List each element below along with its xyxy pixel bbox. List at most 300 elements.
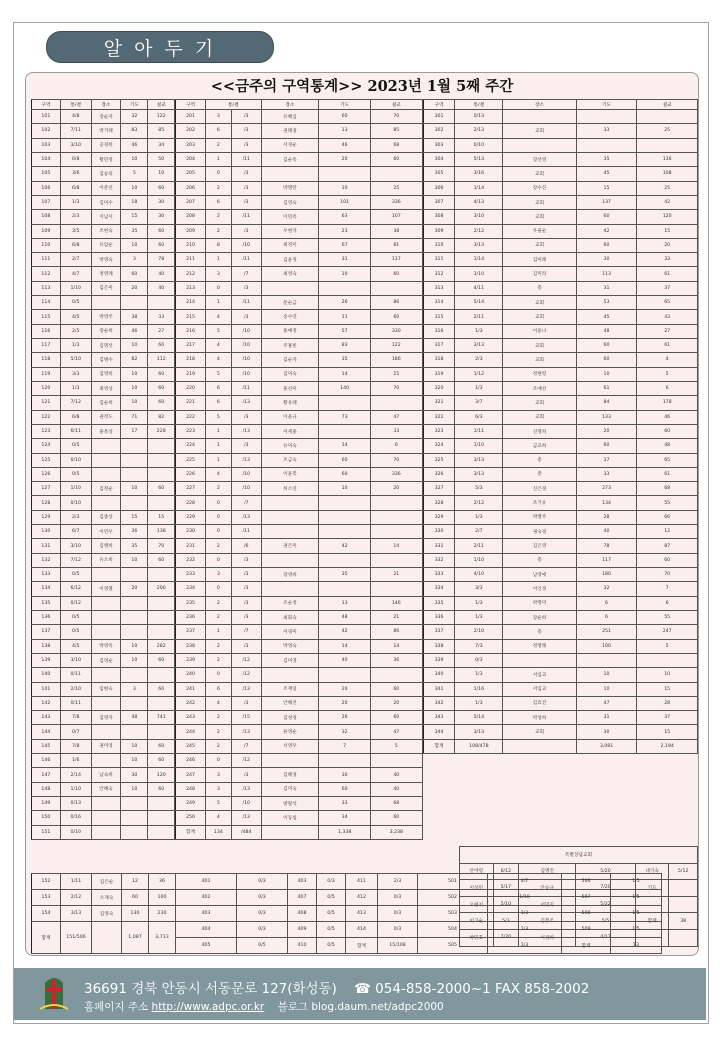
table-cell: 33 bbox=[576, 124, 637, 138]
table-cell: 6/12 bbox=[60, 582, 91, 596]
table-cell: 6 bbox=[576, 596, 637, 610]
table-cell: /12 bbox=[231, 653, 261, 667]
table-cell bbox=[503, 110, 577, 124]
table-cell: 안혜진 bbox=[261, 696, 319, 710]
table-cell: 구역 bbox=[423, 100, 455, 110]
table-row bbox=[423, 696, 697, 710]
table-cell: 1/10 bbox=[455, 553, 503, 567]
table-cell bbox=[121, 610, 148, 624]
table-cell: 통/결 bbox=[60, 100, 91, 110]
table-cell: 129 bbox=[32, 510, 61, 524]
table-row bbox=[176, 424, 423, 438]
table-cell bbox=[91, 596, 121, 610]
table-cell: 118 bbox=[32, 353, 61, 367]
table-cell: 14 bbox=[319, 439, 371, 453]
table-cell: 221 bbox=[176, 396, 206, 410]
table-cell: 2/5 bbox=[60, 324, 91, 338]
table-cell bbox=[261, 553, 319, 567]
table-cell: 4 bbox=[205, 467, 231, 481]
table-row bbox=[176, 754, 423, 768]
table-cell: /11 bbox=[231, 152, 261, 166]
table-cell bbox=[91, 825, 121, 839]
table-cell: 100 bbox=[149, 890, 176, 906]
table-cell: 60 bbox=[121, 267, 148, 281]
table-cell: 503 bbox=[418, 906, 488, 922]
table-cell bbox=[91, 439, 121, 453]
table-cell: 333 bbox=[423, 568, 455, 582]
table-cell: 6/8 bbox=[60, 181, 91, 195]
table-cell: 1/3 bbox=[455, 381, 503, 395]
table-row bbox=[32, 582, 175, 596]
table-row bbox=[32, 496, 175, 510]
table-cell: /484 bbox=[231, 825, 261, 839]
table-cell: 60 bbox=[148, 339, 175, 353]
table-cell: 133 bbox=[576, 410, 637, 424]
table-row bbox=[176, 381, 423, 395]
table-cell: 47 bbox=[576, 696, 637, 710]
table-row bbox=[32, 610, 175, 624]
homepage-link[interactable]: http://www.adpc.or.kr bbox=[151, 1001, 265, 1013]
table-cell: 김순자 bbox=[261, 353, 319, 367]
table-cell: 4/12 bbox=[576, 929, 636, 946]
table-cell: 0/5 bbox=[60, 467, 91, 481]
table-cell: 2/14 bbox=[60, 768, 91, 782]
section-title-pill: 알 아 두 기 bbox=[46, 31, 274, 63]
table-cell: 김종상 bbox=[91, 510, 121, 524]
table-cell: 3 bbox=[205, 782, 231, 796]
table-cell: 0/5 bbox=[317, 890, 346, 906]
table-cell: 장순희 bbox=[503, 610, 577, 624]
table-cell: 308 bbox=[423, 210, 455, 224]
table-cell: 124 bbox=[32, 439, 61, 453]
table-row bbox=[423, 639, 697, 653]
table-cell: 60 bbox=[576, 439, 637, 453]
table-cell: 60 bbox=[370, 152, 422, 166]
table-cell: 78 bbox=[576, 539, 637, 553]
table-cell: 금교희 bbox=[503, 439, 577, 453]
table-cell: 82 bbox=[121, 353, 148, 367]
table-cell: 2/3 bbox=[60, 510, 91, 524]
table-cell: 341 bbox=[423, 682, 455, 696]
table-cell: /3 bbox=[231, 138, 261, 152]
table-cell: 4/10 bbox=[455, 568, 503, 582]
table-cell: 60 bbox=[370, 811, 422, 825]
table-cell: 14 bbox=[370, 539, 422, 553]
table-cell: 1 bbox=[205, 439, 231, 453]
table-cell bbox=[121, 596, 148, 610]
table-cell: 233 bbox=[176, 568, 206, 582]
table-cell: /3 bbox=[231, 610, 261, 624]
table-cell: 이민우 bbox=[91, 525, 121, 539]
table-cell: 201 bbox=[176, 110, 206, 124]
table-row bbox=[32, 324, 175, 338]
table-cell: 33 bbox=[576, 467, 637, 481]
table-cell: 220 bbox=[176, 381, 206, 395]
table-cell: 6/8 bbox=[60, 152, 91, 166]
table-cell: 홍예정 bbox=[261, 324, 319, 338]
table-cell: 1/3 bbox=[488, 906, 562, 922]
table-cell: 5 bbox=[205, 410, 231, 424]
table-cell bbox=[148, 439, 175, 453]
table-cell: 78 bbox=[148, 253, 175, 267]
table-cell: 236 bbox=[176, 610, 206, 624]
table-cell: 82 bbox=[148, 410, 175, 424]
table-cell: 11 bbox=[319, 310, 371, 324]
table-cell: 128 bbox=[32, 496, 61, 510]
table-cell: 4/7 bbox=[488, 874, 562, 890]
table-cell bbox=[91, 811, 121, 825]
table-cell: 1/3 bbox=[488, 938, 562, 954]
table-cell: 방말석 bbox=[261, 797, 319, 811]
table-cell: 73 bbox=[319, 410, 371, 424]
table-cell: 40 bbox=[370, 782, 422, 796]
table-cell: 20 bbox=[319, 696, 371, 710]
table-cell bbox=[370, 582, 422, 596]
table-cell: 2 bbox=[205, 711, 231, 725]
table-row bbox=[423, 410, 697, 424]
table-cell: 교회 bbox=[503, 339, 577, 353]
table-cell bbox=[669, 880, 698, 897]
table-cell: 230 bbox=[176, 525, 206, 539]
table-cell: 35 bbox=[121, 224, 148, 238]
table-cell: 설교 bbox=[370, 100, 422, 110]
table-row bbox=[423, 424, 697, 438]
table-cell: 10 bbox=[121, 181, 148, 195]
table-cell: 20 bbox=[370, 696, 422, 710]
table-cell: 박영주 bbox=[91, 310, 121, 324]
table-row bbox=[32, 310, 175, 324]
table-cell: 134 bbox=[576, 496, 637, 510]
table-cell: /10 bbox=[231, 467, 261, 481]
table-cell: 13 bbox=[319, 124, 371, 138]
table-cell: 5/17 bbox=[493, 880, 519, 897]
table-cell: 김승의 bbox=[91, 167, 121, 181]
table-cell: 338 bbox=[423, 639, 455, 653]
table-cell: 28 bbox=[637, 696, 698, 710]
table-cell: 35 bbox=[319, 568, 371, 582]
table-cell: 33 bbox=[370, 424, 422, 438]
table-row bbox=[176, 739, 423, 753]
table-cell: 55 bbox=[637, 496, 698, 510]
table-cell: 36 bbox=[149, 874, 176, 890]
table-cell: 3/5 bbox=[60, 224, 91, 238]
table-cell: 32 bbox=[121, 110, 148, 124]
table-cell: 329 bbox=[423, 510, 455, 524]
table-row bbox=[32, 424, 175, 438]
table-cell: 특별상담교회 bbox=[460, 847, 698, 864]
table-cell: 141 bbox=[32, 682, 61, 696]
table-cell: 227 bbox=[176, 482, 206, 496]
table-row bbox=[423, 653, 697, 667]
table-row bbox=[32, 339, 175, 353]
table-cell: 박성희 bbox=[503, 711, 577, 725]
table-cell: 6 bbox=[205, 124, 231, 138]
table-cell: 330 bbox=[423, 525, 455, 539]
table-cell: 120 bbox=[148, 768, 175, 782]
table-cell: 20 bbox=[319, 152, 371, 166]
table-cell: /3 bbox=[231, 582, 261, 596]
table-row bbox=[32, 396, 175, 410]
table-cell: 교회 bbox=[503, 296, 577, 310]
table-cell: 2 bbox=[205, 653, 231, 667]
table-cell: 61 bbox=[637, 339, 698, 353]
table-cell: 5/13 bbox=[455, 152, 503, 166]
table-row bbox=[176, 510, 423, 524]
table-cell: 151 bbox=[32, 825, 61, 839]
table-cell: 홍선미 bbox=[261, 381, 319, 395]
table-cell bbox=[148, 496, 175, 510]
stats-table-100 bbox=[31, 99, 175, 840]
table-cell: 교회 bbox=[503, 124, 577, 138]
table-cell: 0/3 bbox=[237, 906, 288, 922]
table-cell: 60 bbox=[370, 711, 422, 725]
table-row bbox=[32, 825, 175, 839]
table-cell bbox=[370, 754, 422, 768]
table-cell: 장수진 bbox=[503, 181, 577, 195]
table-cell: /12 bbox=[231, 754, 261, 768]
table-cell: 6/8 bbox=[60, 410, 91, 424]
table-cell: 6/8 bbox=[60, 238, 91, 252]
table-cell bbox=[319, 424, 371, 438]
table-row bbox=[32, 138, 175, 152]
table-cell: 60 bbox=[319, 453, 371, 467]
table-cell: /7 bbox=[231, 496, 261, 510]
table-header-row bbox=[460, 847, 698, 864]
table-cell: 박명주 bbox=[503, 510, 577, 524]
table-cell: 0/5 bbox=[60, 296, 91, 310]
table-cell: 0/5 bbox=[317, 938, 346, 954]
table-cell bbox=[370, 668, 422, 682]
table-cell bbox=[319, 396, 371, 410]
table-cell: 0/10 bbox=[455, 138, 503, 152]
table-cell: 1/3 bbox=[455, 510, 503, 524]
table-cell: 86 bbox=[370, 296, 422, 310]
table-cell: 3 bbox=[205, 568, 231, 582]
table-cell: 서임교 bbox=[503, 668, 577, 682]
table-cell bbox=[261, 582, 319, 596]
table-cell: 60 bbox=[370, 682, 422, 696]
table-cell: /3 bbox=[231, 195, 261, 209]
table-cell bbox=[148, 453, 175, 467]
table-cell: 교회 bbox=[503, 238, 577, 252]
table-cell: 40 bbox=[370, 768, 422, 782]
table-cell: 1/3 bbox=[455, 324, 503, 338]
table-cell: /15 bbox=[231, 711, 261, 725]
table-cell: 43 bbox=[637, 310, 698, 324]
table-row bbox=[423, 224, 697, 238]
table-cell: 3/10 bbox=[60, 539, 91, 553]
table-cell: 60 bbox=[576, 210, 637, 224]
table-row bbox=[176, 582, 423, 596]
table-cell: 154 bbox=[32, 906, 61, 922]
table-cell bbox=[261, 496, 319, 510]
table-cell: 55 bbox=[637, 610, 698, 624]
table-row bbox=[32, 224, 175, 238]
table-cell: 203 bbox=[176, 138, 206, 152]
table-cell: 215 bbox=[176, 310, 206, 324]
table-cell bbox=[91, 496, 121, 510]
table-cell: 28 bbox=[576, 510, 637, 524]
table-row bbox=[176, 625, 423, 639]
table-cell: 107 bbox=[32, 195, 61, 209]
table-cell: 102 bbox=[32, 124, 61, 138]
table-cell: 3/16 bbox=[455, 167, 503, 181]
table-row bbox=[32, 296, 175, 310]
table-row bbox=[32, 367, 175, 381]
table-cell: /3 bbox=[231, 110, 261, 124]
table-cell bbox=[576, 653, 637, 667]
table-cell: 김미수 bbox=[91, 195, 121, 209]
table-cell: 81 bbox=[370, 238, 422, 252]
table-cell: 3/13 bbox=[455, 339, 503, 353]
table-row bbox=[423, 525, 697, 539]
table-cell: 340 bbox=[423, 668, 455, 682]
table-cell: 4 bbox=[205, 353, 231, 367]
table-cell: 총 bbox=[503, 281, 577, 295]
table-cell: 48 bbox=[576, 324, 637, 338]
table-cell: 40 bbox=[319, 653, 371, 667]
table-cell: 3/7 bbox=[455, 396, 503, 410]
table-cell: 248 bbox=[176, 782, 206, 796]
table-cell: 18 bbox=[121, 195, 148, 209]
table-row bbox=[423, 381, 697, 395]
table-cell: 37 bbox=[637, 711, 698, 725]
table-cell bbox=[261, 281, 319, 295]
table-row bbox=[176, 525, 423, 539]
table-cell: /7 bbox=[231, 739, 261, 753]
table-row bbox=[176, 367, 423, 381]
table-cell: /3 bbox=[231, 568, 261, 582]
table-cell: 149 bbox=[32, 797, 61, 811]
table-cell: 5/12 bbox=[669, 863, 698, 880]
table-cell: 114 bbox=[32, 296, 61, 310]
table-cell: 251 bbox=[576, 625, 637, 639]
table-cell: 332 bbox=[423, 553, 455, 567]
table-cell: 23 bbox=[319, 224, 371, 238]
table-cell: 5/20 bbox=[576, 863, 636, 880]
table-cell: 2/11 bbox=[455, 539, 503, 553]
table-row bbox=[423, 167, 697, 181]
table-cell: 214 bbox=[176, 296, 206, 310]
table-cell: 장순희 bbox=[91, 324, 121, 338]
table-row bbox=[32, 639, 175, 653]
table-cell: 137 bbox=[32, 625, 61, 639]
table-cell: 박기태 bbox=[91, 124, 121, 138]
table-cell: 2 bbox=[205, 210, 231, 224]
table-cell: 1/3 bbox=[455, 596, 503, 610]
table-row bbox=[32, 874, 662, 890]
table-cell: 60 bbox=[148, 381, 175, 395]
table-cell: 133 bbox=[32, 568, 61, 582]
table-cell: /11 bbox=[231, 296, 261, 310]
table-cell: 최화숙 bbox=[261, 610, 319, 624]
table-cell: 344 bbox=[423, 725, 455, 739]
table-cell: 합계 bbox=[635, 913, 669, 930]
table-cell: 5 bbox=[205, 797, 231, 811]
table-cell: 김혜경 bbox=[261, 768, 319, 782]
table-cell: 34 bbox=[148, 138, 175, 152]
table-cell: 108/478 bbox=[455, 739, 503, 753]
table-cell: 228 bbox=[148, 424, 175, 438]
table-row bbox=[176, 496, 423, 510]
table-cell: 김미례 bbox=[503, 253, 577, 267]
table-cell: 1,087 bbox=[122, 922, 149, 954]
table-cell: 60 bbox=[576, 238, 637, 252]
table-row bbox=[32, 210, 175, 224]
table-row bbox=[32, 711, 175, 725]
table-cell: 5 bbox=[205, 324, 231, 338]
table-cell: 138 bbox=[148, 525, 175, 539]
table-cell: 137 bbox=[576, 195, 637, 209]
table-cell: 216 bbox=[176, 324, 206, 338]
table-cell bbox=[370, 167, 422, 181]
table-cell: 112 bbox=[32, 267, 61, 281]
table-cell: 0/3 bbox=[378, 922, 418, 938]
table-cell: 48 bbox=[121, 711, 148, 725]
table-cell: 38 bbox=[121, 310, 148, 324]
table-cell: 1/10 bbox=[455, 439, 503, 453]
table-cell: 7/11 bbox=[60, 124, 91, 138]
table-cell: 5 bbox=[370, 739, 422, 753]
table-cell: 204 bbox=[176, 152, 206, 166]
table-cell: 이윤복 bbox=[261, 467, 319, 481]
table-cell: 1/3 bbox=[60, 381, 91, 395]
table-cell: 합계 bbox=[176, 825, 206, 839]
table-cell: /3 bbox=[231, 167, 261, 181]
table-row bbox=[32, 195, 175, 209]
table-cell: 410 bbox=[288, 938, 317, 954]
table-cell: 61 bbox=[637, 267, 698, 281]
table-row bbox=[423, 610, 697, 624]
table-cell bbox=[148, 668, 175, 682]
table-cell: 404 bbox=[176, 922, 237, 938]
table-cell: 12 bbox=[122, 874, 149, 890]
table-row bbox=[32, 625, 175, 639]
table-cell: /11 bbox=[231, 253, 261, 267]
table-cell: 273 bbox=[576, 482, 637, 496]
table-cell: 20 bbox=[121, 582, 148, 596]
table-cell: 5/10 bbox=[60, 353, 91, 367]
table-row bbox=[176, 353, 423, 367]
table-cell: 336 bbox=[370, 195, 422, 209]
table-cell: 108 bbox=[637, 167, 698, 181]
table-cell: 10 bbox=[121, 653, 148, 667]
table-cell: 40 bbox=[576, 525, 637, 539]
table-cell: 302 bbox=[423, 124, 455, 138]
table-cell: 60 bbox=[148, 367, 175, 381]
table-row bbox=[176, 181, 423, 195]
table-cell: 2/11 bbox=[455, 310, 503, 324]
table-cell: 1/3 bbox=[455, 668, 503, 682]
table-row bbox=[423, 453, 697, 467]
table-cell: 401 bbox=[176, 874, 237, 890]
table-row bbox=[423, 596, 697, 610]
table-cell: 20 bbox=[319, 682, 371, 696]
table-cell: 34 bbox=[319, 811, 371, 825]
table-cell: 대기숙 bbox=[635, 863, 669, 880]
district-stats-panel bbox=[25, 72, 699, 956]
table-cell: 10 bbox=[637, 668, 698, 682]
table-cell bbox=[637, 138, 698, 152]
table-cell: 38 bbox=[370, 224, 422, 238]
stats-table-200 bbox=[175, 99, 423, 840]
table-cell: 10 bbox=[121, 754, 148, 768]
table-cell: 김은영 bbox=[503, 539, 577, 553]
table-cell: /13 bbox=[231, 396, 261, 410]
table-cell: 25 bbox=[370, 181, 422, 195]
table-cell: 232 bbox=[176, 553, 206, 567]
table-cell: 25 bbox=[637, 124, 698, 138]
